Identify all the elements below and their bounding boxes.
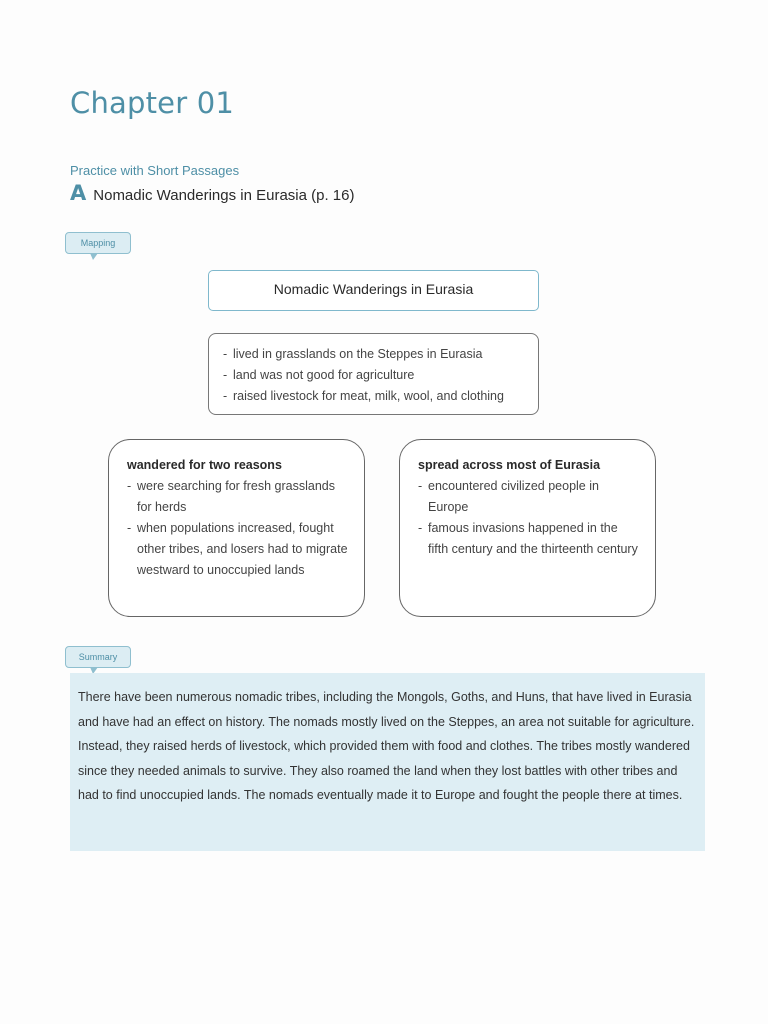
branch-point xyxy=(127,518,364,581)
map-facts-box xyxy=(208,333,539,415)
branch-heading: wandered for two reasons xyxy=(127,458,282,472)
fact-item xyxy=(223,344,538,365)
bullet-dash: - xyxy=(127,521,132,535)
bullet-dash: - xyxy=(127,479,132,493)
section-label: Practice with Short Passages xyxy=(70,163,240,178)
branch-box-wandered xyxy=(108,439,365,617)
passage-heading xyxy=(70,181,355,205)
summary-tag: Summary xyxy=(65,646,131,668)
mapping-tag: Mapping xyxy=(65,232,131,254)
branch-point xyxy=(127,476,364,518)
branch-point-text: were searching for fresh grasslands for herds xyxy=(137,479,336,514)
passage-letter: A xyxy=(70,181,87,205)
branch-heading: spread across most of Eurasia xyxy=(418,458,601,472)
chapter-title: Chapter 01 xyxy=(70,86,235,120)
fact-text: raised livestock for meat, milk, wool, and clothing xyxy=(233,389,504,403)
branch-point-text: encountered civilized people in Europe xyxy=(428,479,599,514)
fact-text: land was not good for agriculture xyxy=(233,368,415,382)
branch-point xyxy=(418,518,655,560)
bullet-dash: - xyxy=(223,368,228,382)
branch-point-text: when populations increased, fought other tribes, and losers had to migrate westward to unoccupied lands xyxy=(137,521,348,577)
fact-item xyxy=(223,365,538,386)
fact-item xyxy=(223,386,538,407)
summary-box xyxy=(70,673,705,851)
bullet-dash: - xyxy=(418,479,423,493)
passage-title: Nomadic Wanderings in Eurasia (p. 16) xyxy=(93,187,355,204)
bullet-dash: - xyxy=(418,521,423,535)
map-title-box: Nomadic Wanderings in Eurasia xyxy=(208,270,539,311)
bullet-dash: - xyxy=(223,347,228,361)
branch-point-text: famous invasions happened in the fifth century and the thirteenth century xyxy=(428,521,638,556)
summary-text: There have been numerous nomadic tribes, including the Mongols, Goths, and Huns, that have lived in Eurasia and have had an effect on history. The nomads mostly lived on the Steppes, an area not suitable for agriculture. Instead, they raised herds of livestock, which provided them with food and clothes. The tribes mostly wandered since they needed animals to survive. They also roamed the land when they lost battles with other tribes and had to find unoccupied lands. The nomads eventually made it to Europe and fought the people there at times. xyxy=(78,690,695,802)
branch-box-spread xyxy=(399,439,656,617)
branch-point xyxy=(418,476,655,518)
bullet-dash: - xyxy=(223,389,228,403)
fact-text: lived in grasslands on the Steppes in Eurasia xyxy=(233,347,483,361)
